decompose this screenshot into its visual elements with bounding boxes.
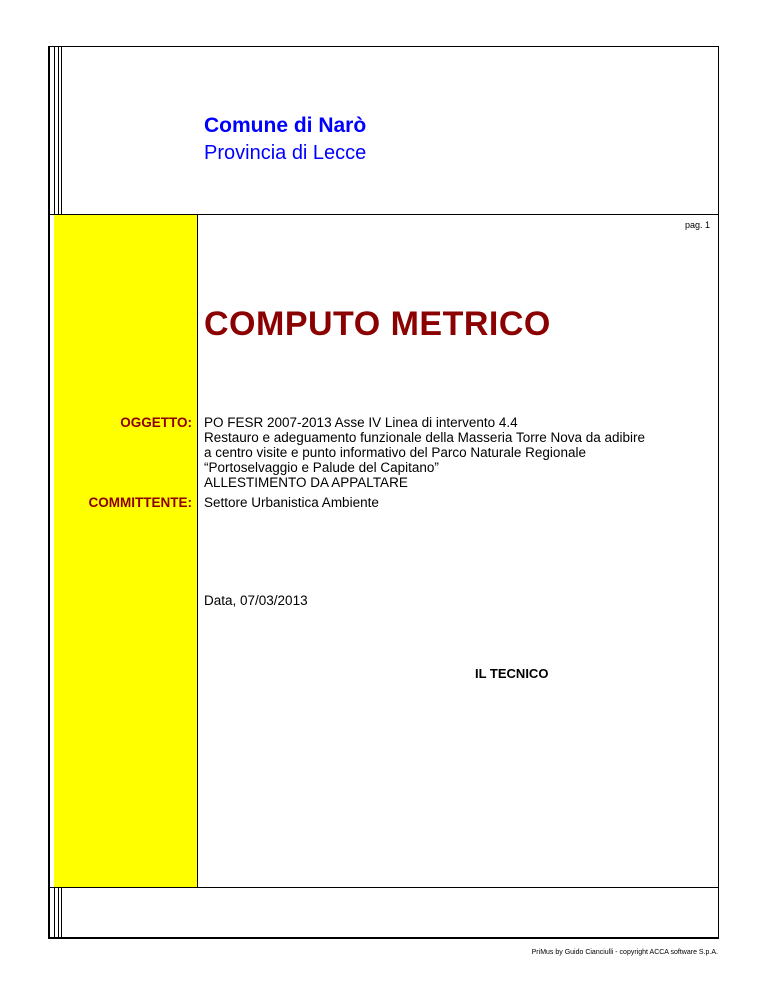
oggetto-line: ALLESTIMENTO DA APPALTARE: [204, 475, 408, 490]
footer-copyright: PriMus by Guido Cianciulli - copyright ACCA software S.p.A.: [531, 949, 718, 956]
comune-title: Comune di Narò: [204, 114, 367, 137]
provincia-subtitle: Provincia di Lecce: [204, 142, 367, 164]
yellow-sidebar: [54, 215, 198, 887]
committente-label: COMMITTENTE:: [88, 495, 192, 510]
signature-label: IL TECNICO: [475, 666, 549, 681]
oggetto-line: PO FESR 2007-2013 Asse IV Linea di intervento 4.4: [204, 415, 518, 430]
bottom-divider: [48, 887, 719, 888]
oggetto-line: “Portoselvaggio e Palude del Capitano”: [204, 460, 439, 475]
oggetto-label: OGGETTO:: [120, 415, 192, 430]
left-rule-1: [48, 46, 50, 938]
oggetto-line: a centro visite e punto informativo del Parco Naturale Regionale: [204, 445, 586, 460]
document-title: COMPUTO METRICO: [204, 305, 551, 343]
document-date: Data, 07/03/2013: [204, 593, 308, 608]
page-number: pag. 1: [684, 220, 710, 230]
header-block: [204, 113, 366, 167]
committente-value: Settore Urbanistica Ambiente: [204, 495, 379, 510]
oggetto-line: Restauro e adeguamento funzionale della Masseria Torre Nova da adibire: [204, 430, 646, 445]
oggetto-text: [204, 415, 724, 490]
